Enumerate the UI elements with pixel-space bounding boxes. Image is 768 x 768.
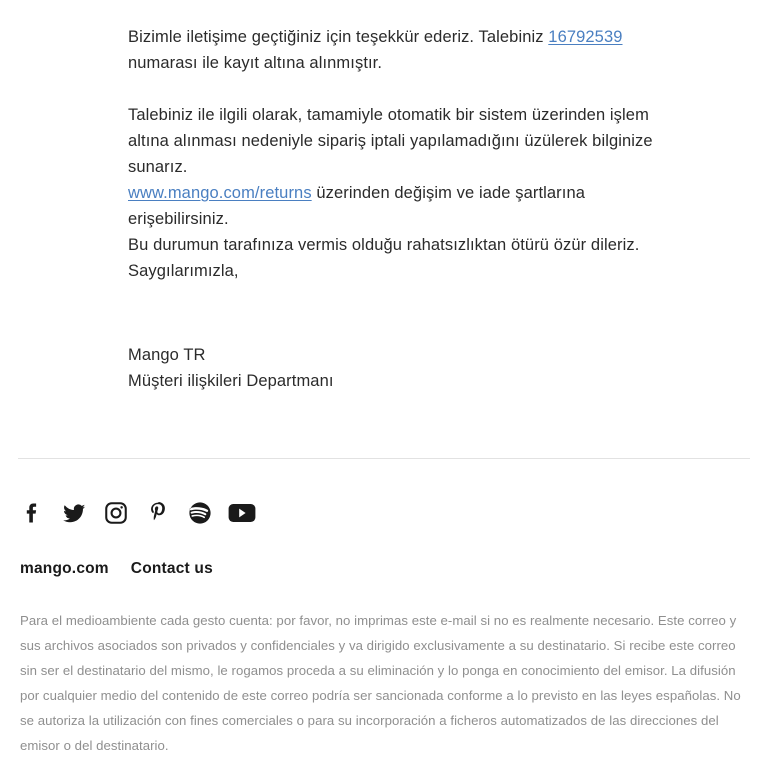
pinterest-icon[interactable] [144,499,172,527]
instagram-icon[interactable] [102,499,130,527]
footer-divider [18,458,750,459]
footer-links-row [0,560,768,578]
email-footer [0,490,768,758]
twitter-icon[interactable] [60,499,88,527]
spotify-icon[interactable] [186,499,214,527]
facebook-icon[interactable] [18,499,46,527]
legal-disclaimer-text: Para el medioambiente cada gesto cuenta: por favor, no imprimas este e-mail si no es realmente necesario. Este correo y sus archivos asociados son privados y confidenciales y va dirigido exclusivamente a su destinatario. Si recibe este correo sin ser el destinatario del mismo, le rogamos proceda a su eliminación y lo ponga en conocimiento del emisor. La difusión por cualquier medio del contenido de este correo podría ser sancionada conforme a lo previsto en las leyes españolas. No se autoriza la utilización con fines comerciales o para su incorporación a ficheros automatizados de las direcciones del emisor o del destinatario. [20,613,741,753]
footer-link-contact-us[interactable]: Contact us [130,560,213,577]
ticket-number-link[interactable]: 16792539 [548,28,623,46]
social-links-row [0,490,768,536]
paragraph-cancellation-notice: Talebiniz ile ilgili olarak, tamamiyle otomatik bir sistem üzerinden işlem altına alınması nedeniyle sipariş iptali yapılamadığını üzülerek bilginize sunarız. [128,106,653,176]
signature-department: Müşteri ilişkileri Departmanı [128,372,334,390]
paragraph-closing: Saygılarımızla, [128,262,239,280]
signature-name: Mango TR [128,346,206,364]
paragraph-spacer-1 [128,76,658,102]
youtube-icon[interactable] [228,499,256,527]
paragraph-returns-info [128,180,658,232]
returns-policy-link[interactable]: www.mango.com/returns [128,184,312,202]
paragraph-apology: Bu durumun tarafınıza vermis olduğu rahatsızlıktan ötürü özür dileriz. [128,236,640,254]
paragraph-thank-you [128,24,658,76]
paragraph-thank-you-text-after: numarası ile kayıt altına alınmıştır. [128,54,383,72]
signature-block [128,342,658,394]
paragraph-returns-info-text: üzerinden değişim ve iade şartlarına erişebilirsiniz. [128,184,586,228]
footer-link-mango-com[interactable]: mango.com [20,560,109,577]
paragraph-thank-you-text-before: Bizimle iletişime geçtiğiniz için teşekkür ederiz. Talebiniz [128,28,549,46]
